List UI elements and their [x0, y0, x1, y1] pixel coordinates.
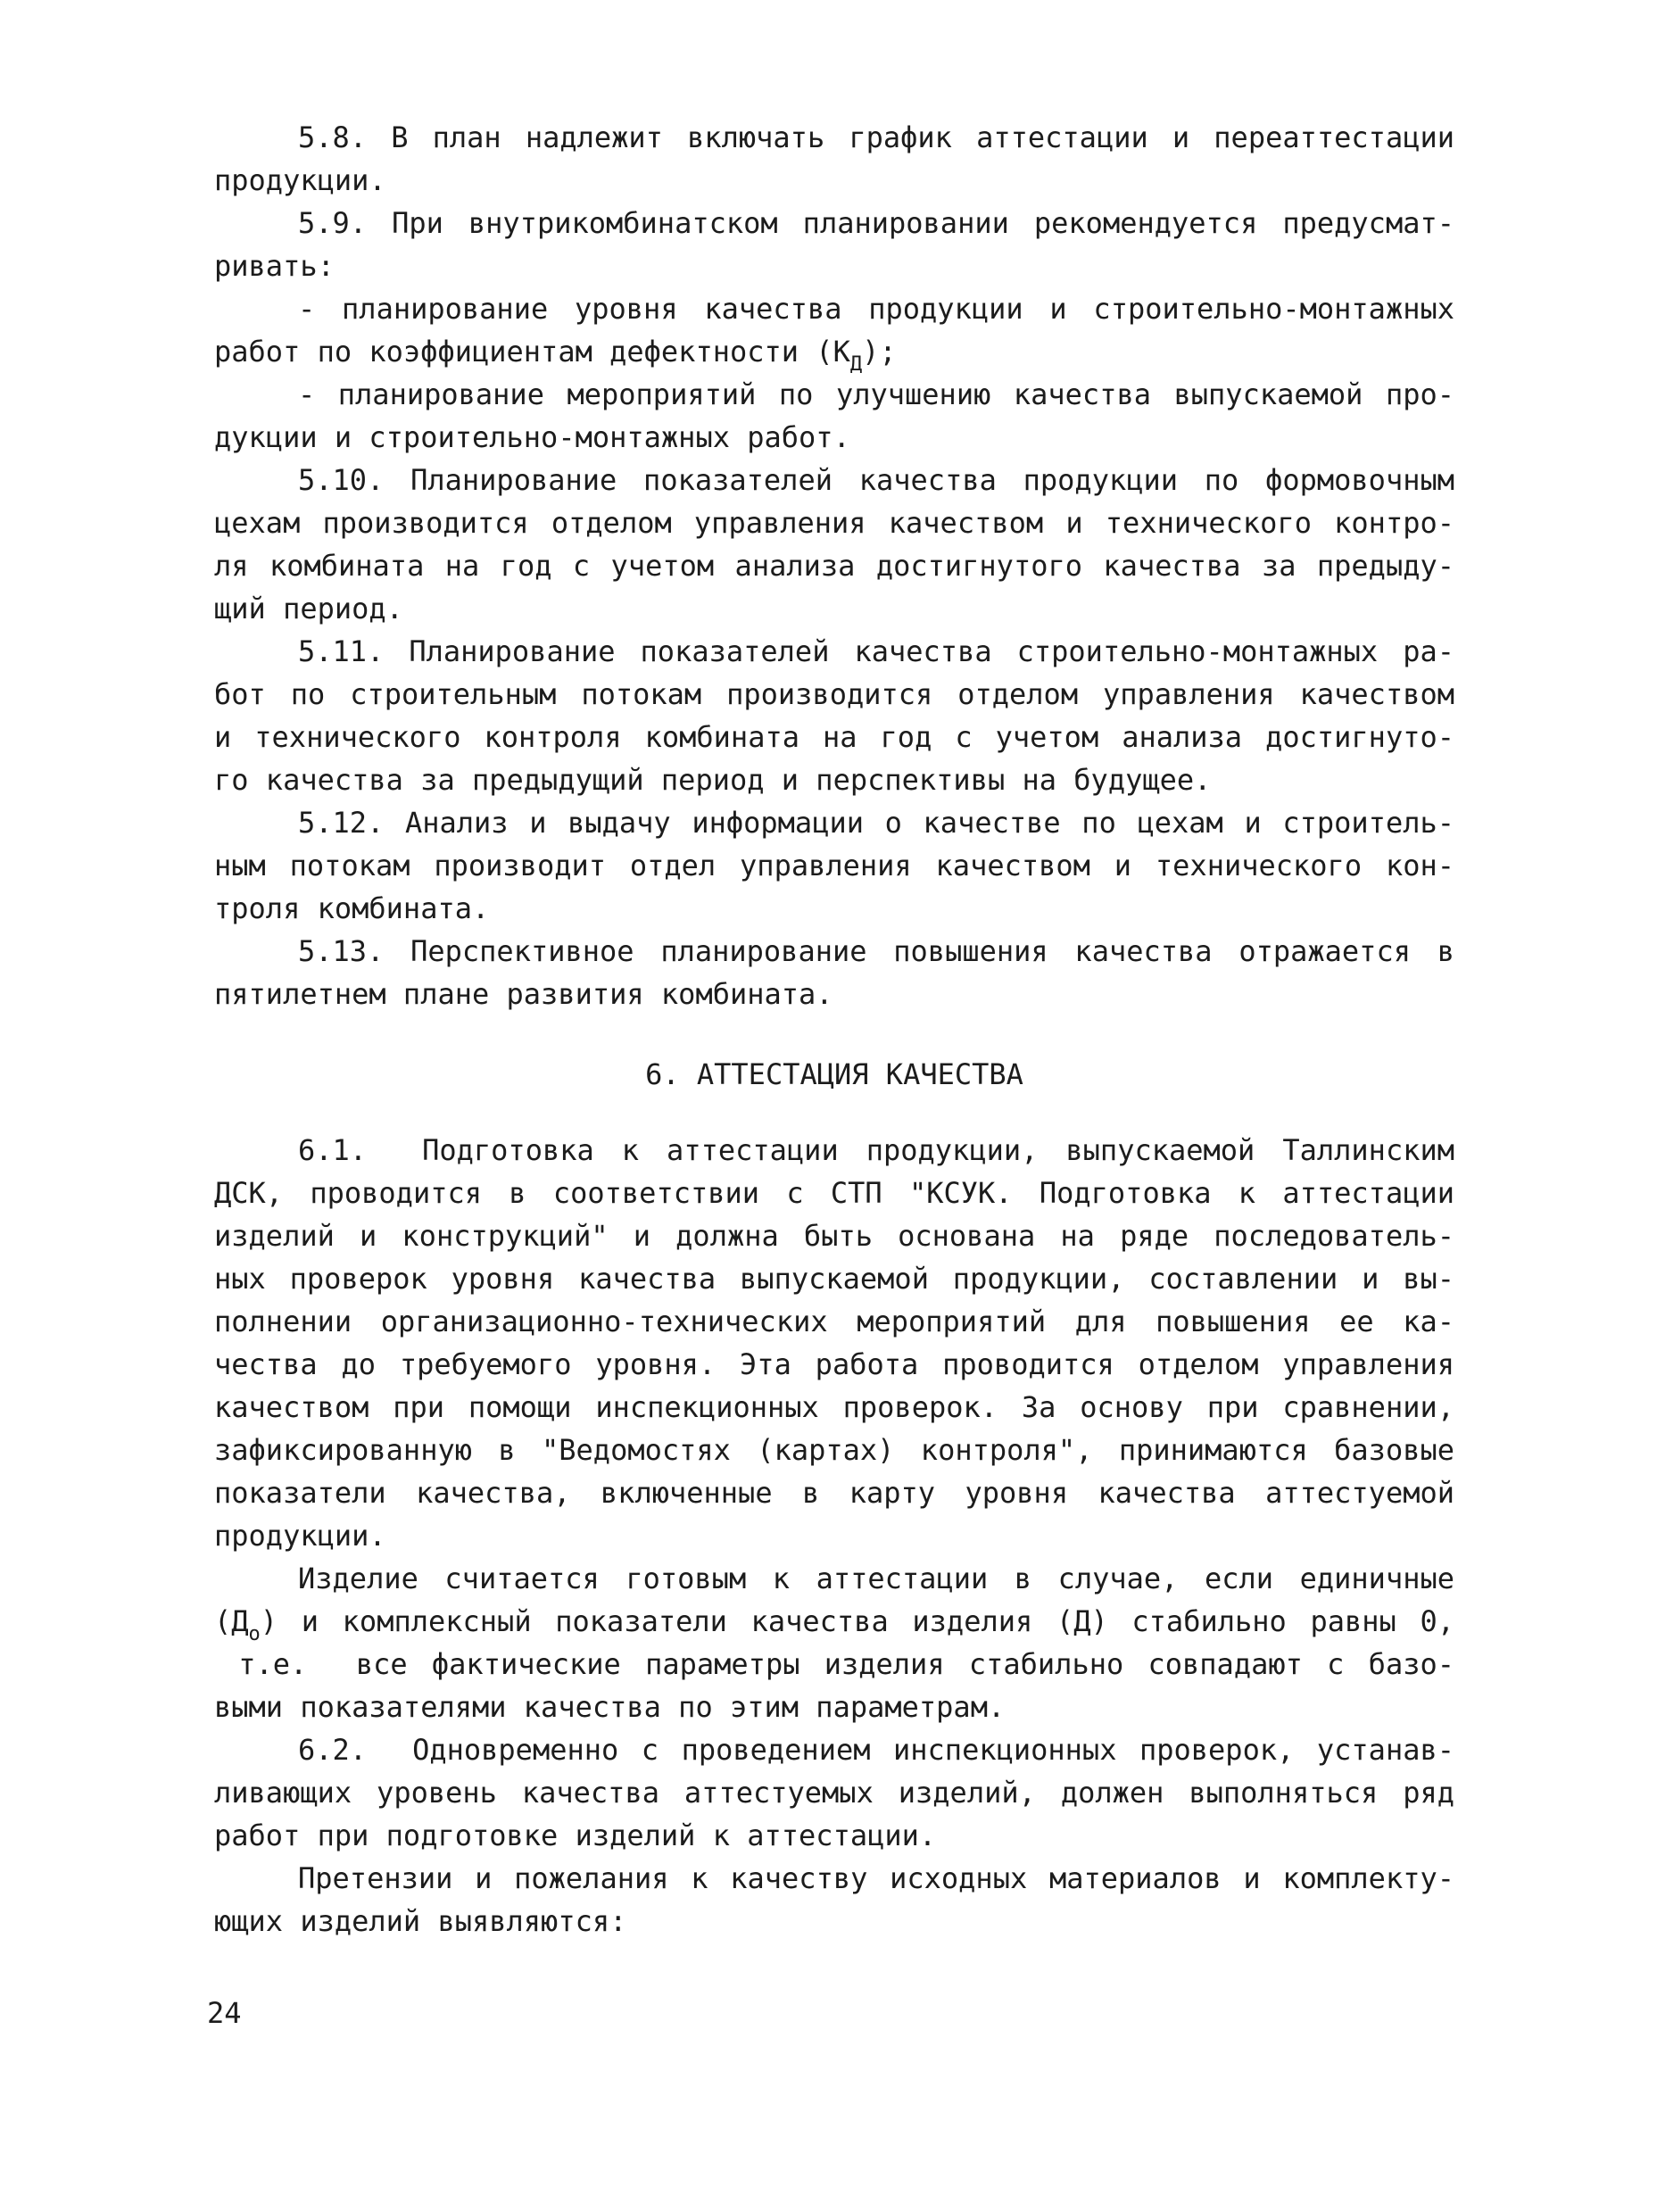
paragraph-5-8-line-1: 5.8. В план надлежит включать график аттестации и переаттестации [298, 120, 1454, 154]
paragraph-5-10-line-1: 5.10. Планирование показателей качества продукции по формовочным [298, 463, 1454, 497]
paragraph-claims-line-2: ющих изделий выявляются: [214, 1904, 627, 1938]
paragraph-5-10-line-4: щий период. [214, 592, 403, 625]
paragraph-5-12-line-1: 5.12. Анализ и выдачу информации о качестве по цехам и строитель- [298, 806, 1454, 840]
paragraph-6-1-line-10: продукции. [214, 1519, 386, 1553]
paragraph-6-2-line-1: 6.2. Одновременно с проведением инспекционных проверок, устанав- [298, 1733, 1454, 1767]
subscript-o: о [248, 1623, 261, 1643]
list-item-2-line-2: дукции и строительно-монтажных работ. [214, 420, 850, 454]
paragraph-5-8-line-2: продукции. [214, 163, 386, 197]
paragraph-readiness-line-3: т.е. все фактические параметры изделия стабильно совпадают с базо- [214, 1647, 1454, 1681]
paragraph-5-11-line-2: бот по строительным потокам производится отделом управления качеством [214, 677, 1454, 711]
paragraph-5-12-line-3: троля комбината. [214, 891, 490, 925]
paragraph-5-10-line-3: ля комбината на год с учетом анализа достигнутого качества за предыду- [214, 549, 1454, 583]
paragraph-5-9-line-2: ривать: [214, 249, 335, 283]
list-item-2-line-1: - планирование мероприятий по улучшению качества выпускаемой про- [298, 377, 1454, 411]
paragraph-6-1-line-3: изделий и конструкций" и должна быть основана на ряде последователь- [214, 1219, 1454, 1253]
section-5-text [214, 116, 1454, 1015]
paragraph-6-1-line-7: качеством при помощи инспекционных проверок. За основу при сравнении, [214, 1390, 1454, 1424]
paragraph-6-1-line-6: чества до требуемого уровня. Эта работа проводится отделом управления [214, 1347, 1454, 1381]
paragraph-6-2-line-2: ливающих уровень качества аттестуемых изделий, должен выполняться ряд [214, 1776, 1454, 1810]
paragraph-6-1-line-2: ДСК, проводится в соответствии с СТП "КСУК. Подготовка к аттестации [214, 1176, 1454, 1210]
paragraph-5-11-line-1: 5.11. Планирование показателей качества строительно-монтажных ра- [298, 634, 1454, 668]
paragraph-5-12-line-2: ным потокам производит отдел управления качеством и технического кон- [214, 849, 1454, 882]
paragraph-5-13-line-2: пятилетнем плане развития комбината. [214, 977, 833, 1011]
subscript-d: Д [849, 353, 863, 373]
section-6-heading: 6. АТТЕСТАЦИЯ КАЧЕСТВА [645, 1057, 1023, 1091]
paragraph-readiness-line-2: $(Д_о)$ и комплексный показатели качества изделия (Д) стабильно равны 0, [214, 1600, 1454, 1643]
paragraph-5-10-line-2: цехам производится отделом управления качеством и технического контро- [214, 506, 1454, 540]
page-number: 24 [207, 1996, 242, 2030]
paragraph-6-1-line-1: 6.1. Подготовка к аттестации продукции, выпускаемой Таллинским [298, 1133, 1454, 1167]
paragraph-6-1-line-5: полнении организационно-технических мероприятий для повышения ее ка- [214, 1305, 1454, 1338]
paragraph-6-2-line-3: работ при подготовке изделий к аттестации. [214, 1818, 937, 1852]
paragraph-6-1-line-9: показатели качества, включенные в карту уровня качества аттестуемой [214, 1476, 1454, 1510]
paragraph-readiness-line-1: Изделие считается готовым к аттестации в случае, если единичные [298, 1562, 1454, 1595]
paragraph-5-11-line-3: и технического контроля комбината на год с учетом анализа достигнуто- [214, 720, 1454, 754]
paragraph-6-1-line-8: зафиксированную в "Ведомостях (картах) контроля", принимаются базовые [214, 1433, 1454, 1467]
paragraph-5-11-line-4: го качества за предыдущий период и перспективы на будущее. [214, 763, 1212, 797]
list-item-1-line-2: работ по коэффициентам дефектности $(К_Д)$; [214, 330, 1454, 373]
paragraph-6-1-line-4: ных проверок уровня качества выпускаемой продукции, составлении и вы- [214, 1262, 1454, 1296]
paragraph-5-9-line-1: 5.9. При внутрикомбинатском планировании рекомендуется предусмат- [298, 206, 1454, 240]
paragraph-5-13-line-1: 5.13. Перспективное планирование повышения качества отражается в [298, 934, 1454, 968]
paragraph-readiness-line-4: выми показателями качества по этим параметрам. [214, 1690, 1006, 1724]
paragraph-claims-line-1: Претензии и пожелания к качеству исходных материалов и комплекту- [298, 1861, 1454, 1895]
section-6-text [214, 1129, 1454, 1943]
list-item-1-line-1: - планирование уровня качества продукции и строительно-монтажных [298, 292, 1454, 326]
